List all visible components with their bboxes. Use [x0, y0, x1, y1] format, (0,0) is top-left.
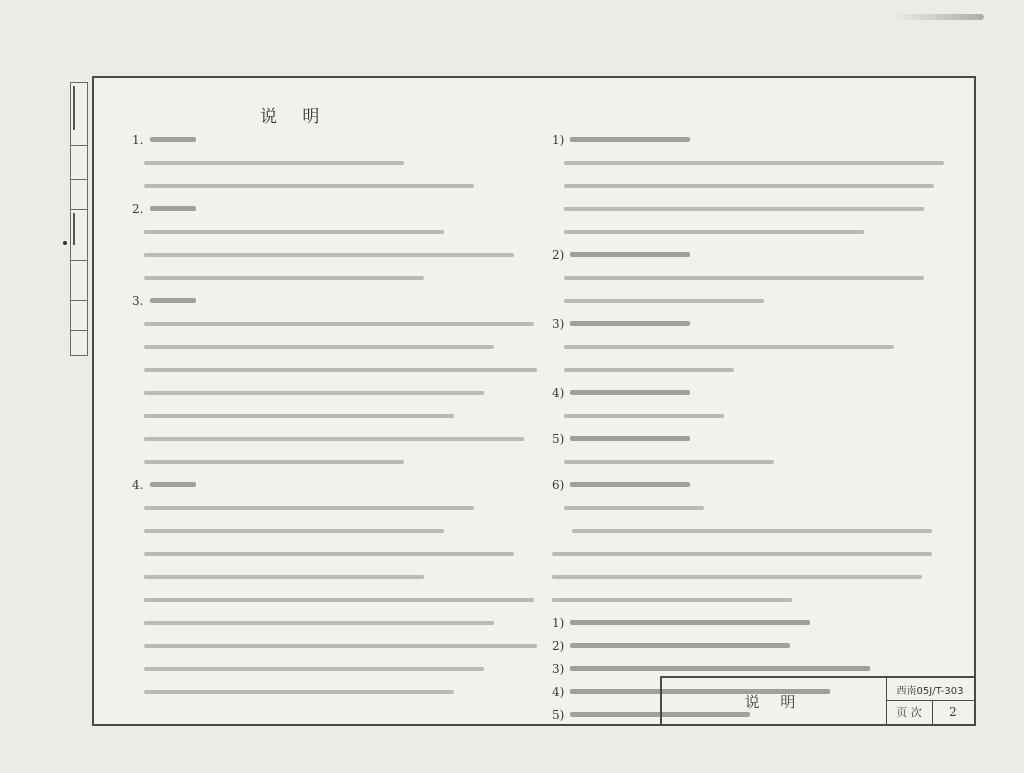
- illegible-heading-text: [570, 666, 870, 671]
- section-heading: [132, 197, 537, 220]
- text-line: [132, 220, 537, 243]
- illegible-text-run: [144, 460, 404, 464]
- approval-signature-cell: [71, 86, 87, 146]
- text-line: [552, 542, 957, 565]
- illegible-text-run: [564, 184, 934, 188]
- illegible-text-run: [144, 552, 514, 556]
- text-line: [132, 542, 537, 565]
- approval-signature-cell: [71, 213, 87, 261]
- handwritten-signature: [73, 86, 85, 130]
- text-line: [552, 335, 957, 358]
- text-line: [552, 197, 957, 220]
- text-line: [132, 358, 537, 381]
- text-line: [132, 312, 537, 335]
- page-label: 页 次: [886, 700, 933, 724]
- illegible-text-run: [564, 414, 724, 418]
- section-heading: [132, 473, 537, 496]
- illegible-text-run: [144, 414, 454, 418]
- text-line: [552, 588, 957, 611]
- handwritten-signature: [73, 213, 85, 245]
- section-heading: [552, 634, 957, 657]
- text-line: [552, 174, 957, 197]
- illegible-text-run: [144, 506, 474, 510]
- section-number: 1.: [132, 132, 144, 147]
- illegible-text-run: [144, 644, 537, 648]
- illegible-text-run: [564, 161, 944, 165]
- text-line: [132, 496, 537, 519]
- page-number: 2: [949, 705, 957, 719]
- drawing-code: 西南05J/T-303: [886, 678, 974, 701]
- text-line: [132, 151, 537, 174]
- section-number: 5): [552, 707, 565, 722]
- text-line: [132, 404, 537, 427]
- illegible-heading-text: [570, 482, 690, 487]
- section-heading: [552, 128, 957, 151]
- approval-cell: [71, 331, 87, 359]
- text-line: [552, 450, 957, 473]
- illegible-text-run: [144, 230, 444, 234]
- illegible-text-run: [144, 253, 514, 257]
- title-block: [660, 676, 974, 724]
- illegible-text-run: [144, 276, 424, 280]
- section-number: 2.: [132, 201, 144, 216]
- illegible-heading-text: [150, 482, 196, 487]
- text-line: [132, 680, 537, 703]
- section-number: 3): [552, 661, 565, 676]
- text-line: [552, 496, 957, 519]
- illegible-heading-text: [570, 137, 690, 142]
- illegible-text-run: [144, 621, 494, 625]
- section-number: 3.: [132, 293, 144, 308]
- illegible-text-run: [144, 391, 484, 395]
- text-line: [552, 266, 957, 289]
- text-line: [132, 243, 537, 266]
- illegible-text-run: [564, 276, 924, 280]
- illegible-heading-text: [150, 298, 196, 303]
- approval-strip: [70, 82, 88, 356]
- section-number: 4.: [132, 477, 144, 492]
- illegible-text-run: [564, 506, 704, 510]
- illegible-text-run: [564, 460, 774, 464]
- text-line: [552, 358, 957, 381]
- text-line: [552, 404, 957, 427]
- section-heading: [552, 312, 957, 335]
- text-line: [552, 565, 957, 588]
- illegible-text-run: [564, 345, 894, 349]
- text-line: [132, 381, 537, 404]
- text-line: [552, 151, 957, 174]
- illegible-heading-text: [570, 252, 690, 257]
- illegible-text-run: [564, 207, 924, 211]
- section-heading: [552, 243, 957, 266]
- section-heading: [552, 381, 957, 404]
- text-line: [132, 634, 537, 657]
- approval-cell: [71, 261, 87, 301]
- section-heading: [552, 473, 957, 496]
- illegible-text-run: [144, 437, 524, 441]
- illegible-text-run: [144, 690, 454, 694]
- illegible-text-run: [144, 322, 534, 326]
- illegible-text-run: [144, 667, 484, 671]
- illegible-heading-text: [570, 436, 690, 441]
- section-heading: [552, 427, 957, 450]
- section-number: 4): [552, 684, 565, 699]
- illegible-text-run: [144, 368, 537, 372]
- text-line: [132, 450, 537, 473]
- approval-cell: [71, 301, 87, 331]
- illegible-heading-text: [570, 643, 790, 648]
- text-line: [552, 519, 957, 542]
- illegible-heading-text: [150, 137, 196, 142]
- illegible-text-run: [144, 598, 534, 602]
- text-line: [132, 588, 537, 611]
- illegible-text-run: [552, 575, 922, 579]
- text-line: [552, 220, 957, 243]
- text-line: [132, 611, 537, 634]
- section-number: 5): [552, 431, 565, 446]
- title-block-name: 说 明: [662, 678, 887, 724]
- section-number: 1): [552, 132, 565, 147]
- page-title: 说 明: [260, 107, 330, 127]
- illegible-text-run: [552, 552, 932, 556]
- section-number: 4): [552, 385, 565, 400]
- approval-cell: [71, 146, 87, 180]
- left-column: [132, 128, 537, 703]
- text-line: [132, 565, 537, 588]
- section-number: 2): [552, 247, 565, 262]
- text-line: [132, 657, 537, 680]
- illegible-text-run: [144, 345, 494, 349]
- text-line: [132, 335, 537, 358]
- illegible-heading-text: [570, 321, 690, 326]
- binding-dot: [63, 241, 67, 245]
- section-number: 1): [552, 615, 565, 630]
- illegible-text-run: [144, 161, 404, 165]
- approval-cell: [71, 180, 87, 210]
- illegible-text-run: [144, 575, 424, 579]
- text-line: [132, 266, 537, 289]
- scan-smudge: [894, 14, 984, 20]
- illegible-heading-text: [150, 206, 196, 211]
- illegible-text-run: [572, 529, 932, 533]
- text-line: [132, 519, 537, 542]
- illegible-text-run: [564, 230, 864, 234]
- illegible-text-run: [144, 184, 474, 188]
- illegible-text-run: [144, 529, 444, 533]
- illegible-text-run: [564, 299, 764, 303]
- right-column: [552, 128, 957, 726]
- section-number: 6): [552, 477, 565, 492]
- illegible-heading-text: [570, 620, 810, 625]
- text-line: [132, 174, 537, 197]
- section-number: 3): [552, 316, 565, 331]
- section-heading: [552, 611, 957, 634]
- text-line: [552, 289, 957, 312]
- section-heading: [132, 128, 537, 151]
- section-heading: [132, 289, 537, 312]
- section-number: 2): [552, 638, 565, 653]
- illegible-text-run: [552, 598, 792, 602]
- text-line: [132, 427, 537, 450]
- illegible-heading-text: [570, 390, 690, 395]
- illegible-text-run: [564, 368, 734, 372]
